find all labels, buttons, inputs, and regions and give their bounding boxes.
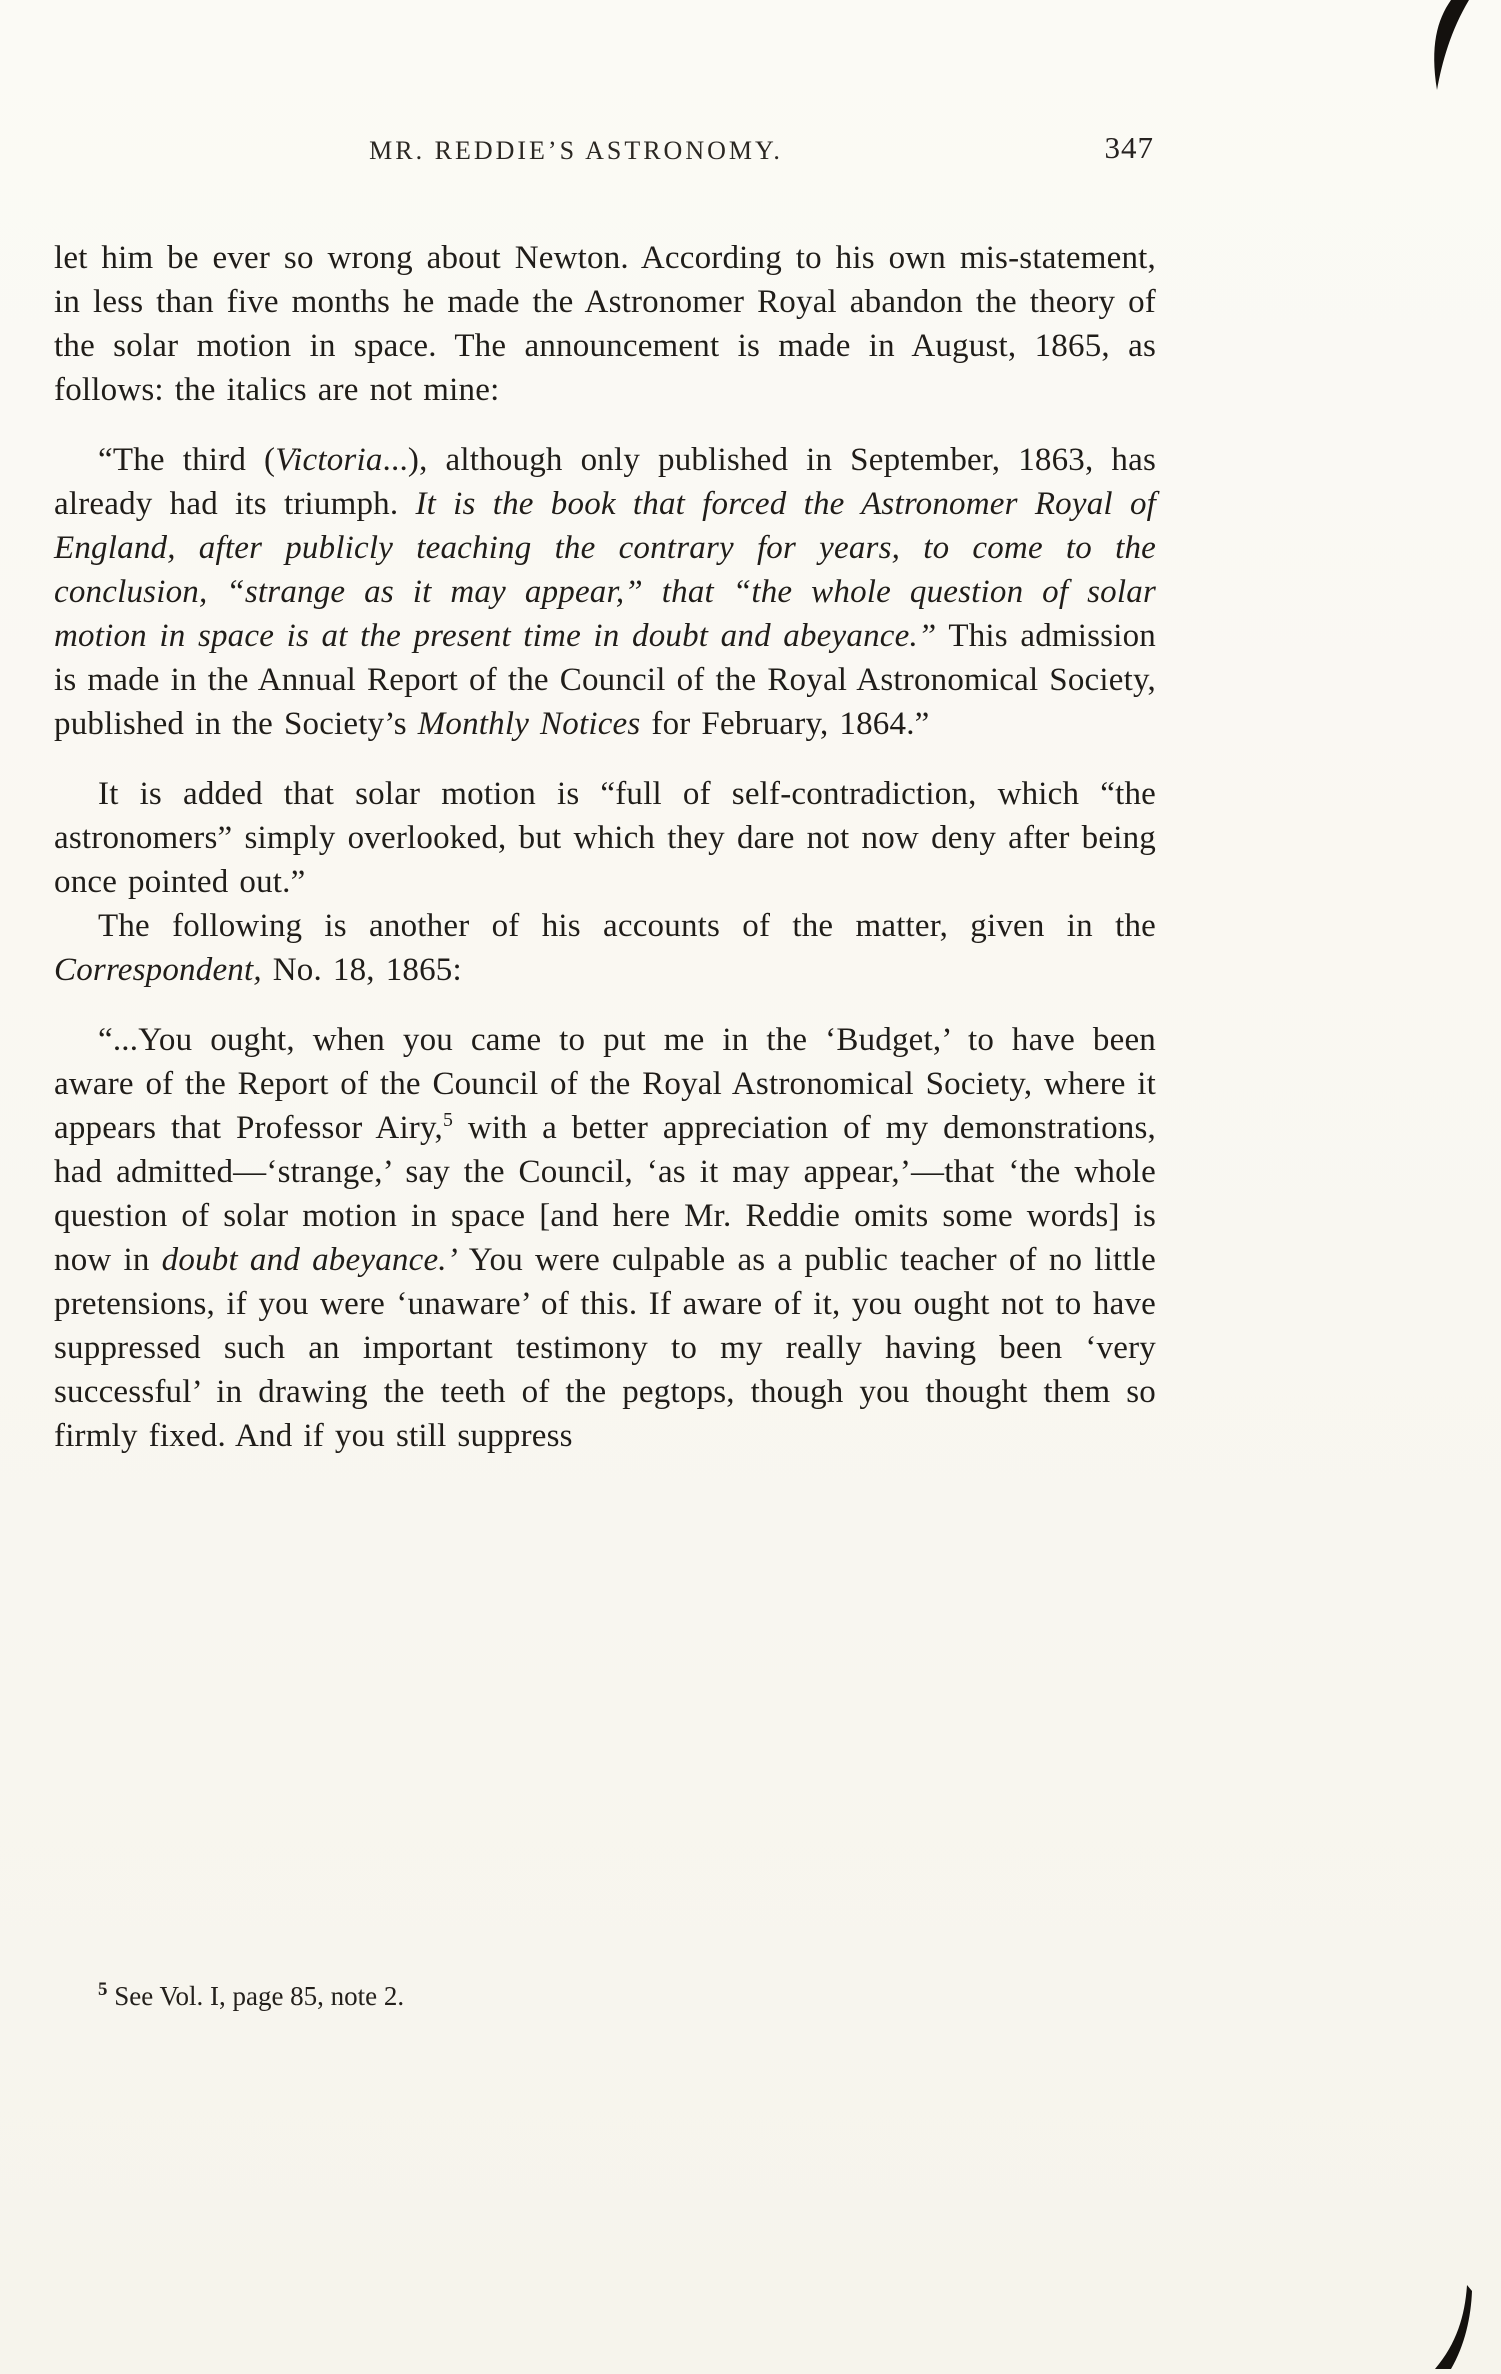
- text-run: This admission is made in the Annual Report of the Council of the Royal Astronomical Society, published in the Society’s: [54, 618, 1156, 742]
- paragraph: [54, 1018, 1156, 1458]
- text-run-italic: Victoria: [275, 442, 383, 478]
- footnote-reference: 5: [443, 1109, 454, 1131]
- text-run: The following is another of his accounts of the matter, given in the: [98, 908, 1156, 944]
- paragraph: [54, 772, 1156, 904]
- paragraph: [54, 236, 1156, 412]
- page-number: 347: [1104, 130, 1154, 165]
- text-run: ...), although only published in September, 1863, has already had its triumph.: [54, 442, 1157, 522]
- running-title: MR. REDDIE’S ASTRONOMY.: [369, 136, 783, 165]
- page-header: [54, 130, 1156, 174]
- text-run: for February, 1864.”: [640, 706, 930, 742]
- text-run: “...You ought, when you came to put me in the ‘Budget,’ to have been aware of the Report of the Council of the Royal Astronomical Society, where it appears that Professor Airy,: [54, 1022, 1156, 1146]
- footnote-marker: 5: [98, 1979, 108, 2000]
- text-run: No. 18, 1865:: [261, 952, 462, 988]
- text-run-italic: It is the book that forced the Astronomer Royal of England, after publicly teaching the contrary for years, to come to the conclusion, “strange as it may appear,” that “the whole question of solar motion in space is at the present time in doubt and abeyance.”: [54, 486, 1157, 654]
- text-run: “The third (: [98, 442, 276, 478]
- footnote: [54, 1979, 1156, 2013]
- footnote-text: See Vol. I, page 85, note 2.: [114, 1981, 405, 2011]
- text-run: let him be ever so wrong about Newton. According to his own mis-statement, in less than five months he made the Astronomer Royal abandon the theory of the solar motion in space. The announcement is made in August, 1865, as follows: the italics are not mine:: [54, 240, 1156, 408]
- ink-mark-top-right-icon: [1417, 0, 1479, 97]
- ink-mark-bottom-right-icon: [1431, 2285, 1473, 2374]
- text-run-italic: Correspondent,: [54, 952, 262, 988]
- text-run: You were culpable as a public teacher of no little pretensions, if you were ‘unaware’ of this. If aware of it, you ought not to have suppressed such an important testimony to my really having been ‘very successful’ in drawing the teeth of the pegtops, though you thought them so firmly fixed. And if you still suppress: [54, 1242, 1156, 1454]
- paragraph: [54, 438, 1156, 746]
- paragraph: [54, 904, 1156, 992]
- text-run: with a better appreciation of my demonstrations, had admitted—‘strange,’ say the Council, ‘as it may appear,’—that ‘the whole question of solar motion in space [and here Mr. Reddie omits some words] is now in: [54, 1110, 1156, 1278]
- text-run-italic: Monthly Notices: [417, 706, 641, 742]
- text-run: It is added that solar motion is “full of self-contradiction, which “the astronomers” simply overlooked, but which they dare not now deny after being once pointed out.”: [54, 776, 1156, 900]
- page-body: [54, 236, 1156, 1458]
- text-run-italic: doubt and abeyance.’: [161, 1242, 458, 1278]
